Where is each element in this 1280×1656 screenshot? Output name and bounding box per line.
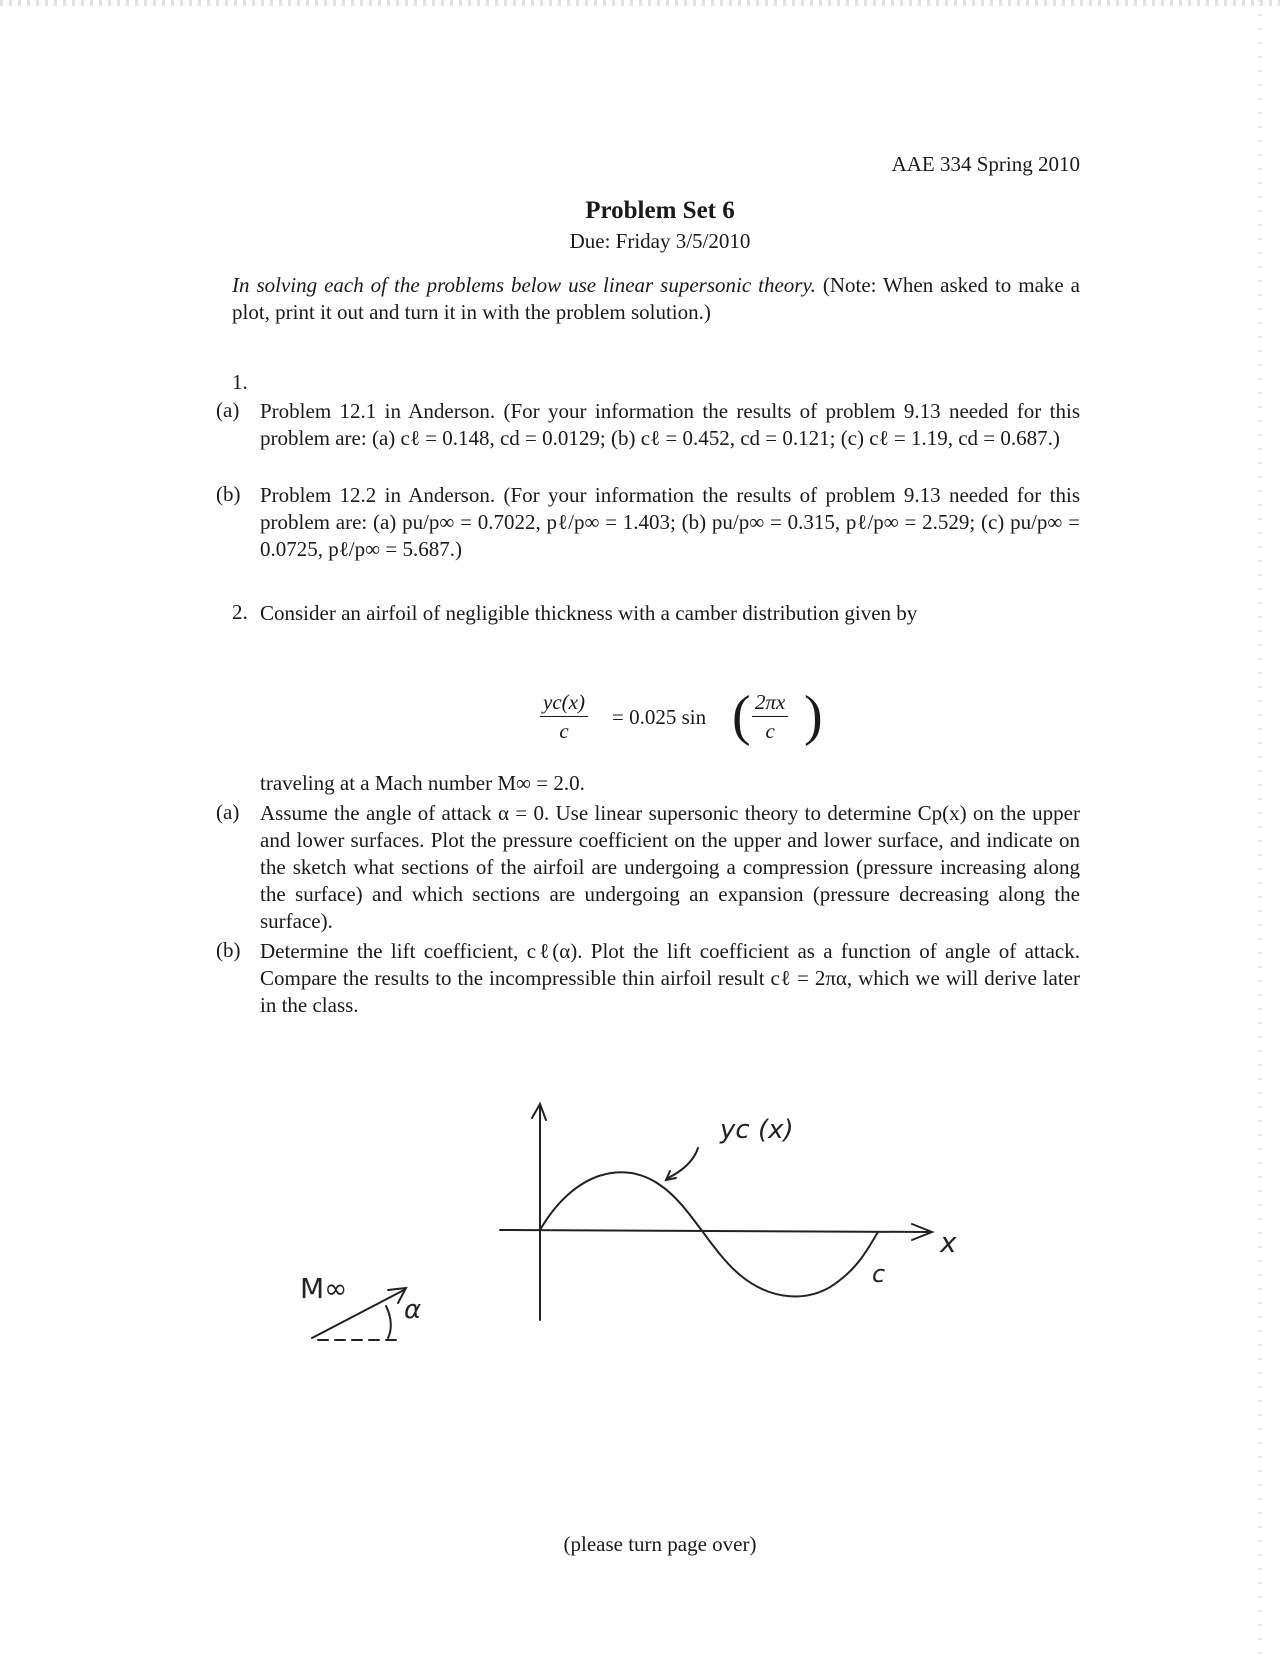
equation-mid: = 0.025 sin — [612, 705, 707, 729]
chord-label: c — [872, 1260, 886, 1288]
equation-left-paren: ( — [732, 685, 751, 747]
page-title: Problem Set 6 — [585, 197, 735, 224]
freestream-label: M∞ — [300, 1272, 348, 1305]
x-axis-label: x — [940, 1226, 957, 1259]
curve-label: yc (x) — [720, 1115, 794, 1145]
course-heading: AAE 334 Spring 2010 — [891, 152, 1080, 176]
equation-arg-numerator: 2πx — [752, 690, 788, 717]
problem-1-number: 1. — [232, 370, 248, 394]
due-date: Due: Friday 3/5/2010 — [569, 229, 751, 253]
problem-2a-text: Assume the angle of attack α = 0. Use linear supersonic theory to determine Cp(x) on the upper and lower surfaces. Plot the pressure coefficient on the upper and lower surface, and indicate on the sketch what sections of the airfoil are undergoing a compression (pressure increasing along the surface) and which sections are undergoing an expansion (pressure decreasing along the surface). — [260, 801, 1080, 933]
problem-1b-text: Problem 12.2 in Anderson. (For your information the results of problem 9.13 needed for this problem are: (a) pu/p∞ = 0.7022, pℓ/p∞ = 1.403; (b) pu/p∞ = 0.315, pℓ/p∞ = 2.529; (c) pu/p∞ = 0.0725, pℓ/p∞ = 5.687.) — [260, 483, 1080, 561]
equation-arg-denominator: c — [765, 719, 775, 743]
problem-2-number: 2. — [232, 600, 248, 624]
x-axis — [500, 1230, 930, 1232]
problem-1a-text: Problem 12.1 in Anderson. (For your information the results of problem 9.13 needed for this problem are: (a) cℓ = 0.148, cd = 0.0129; (b) cℓ = 0.452, cd = 0.121; (c) cℓ = 1.19, cd = 0.687.) — [260, 399, 1080, 450]
angle-label: α — [404, 1295, 422, 1325]
equation-right-paren: ) — [804, 685, 823, 747]
instructions-italic: In solving each of the problems below use linear supersonic theory. — [232, 273, 816, 297]
angle-arc — [386, 1306, 391, 1338]
equation-lhs-denominator: c — [559, 719, 569, 743]
camber-curve — [540, 1172, 878, 1296]
problem-1b-label: (b) — [216, 482, 241, 506]
curve-pointer-arrow — [668, 1148, 698, 1178]
problem-2-intro: Consider an airfoil of negligible thickness with a camber distribution given by — [260, 601, 918, 625]
problem-2a-label: (a) — [216, 800, 240, 824]
equation-lhs-numerator: yc(x) — [540, 690, 588, 717]
problem-1a-label: (a) — [216, 398, 240, 422]
problem-2-mach: traveling at a Mach number M∞ = 2.0. — [260, 771, 585, 795]
problem-2b-text: Determine the lift coefficient, cℓ(α). Plot the lift coefficient as a function of angle of attack. Compare the results to the incompressible thin airfoil result cℓ = 2πα, which we will derive later in the class. — [260, 939, 1080, 1017]
problem-2b-label: (b) — [216, 938, 241, 962]
page-footer: (please turn page over) — [563, 1532, 757, 1556]
instructions-note: (Note: When asked to make a plot, print it out and turn it in with the problem solution.) — [232, 273, 1080, 324]
